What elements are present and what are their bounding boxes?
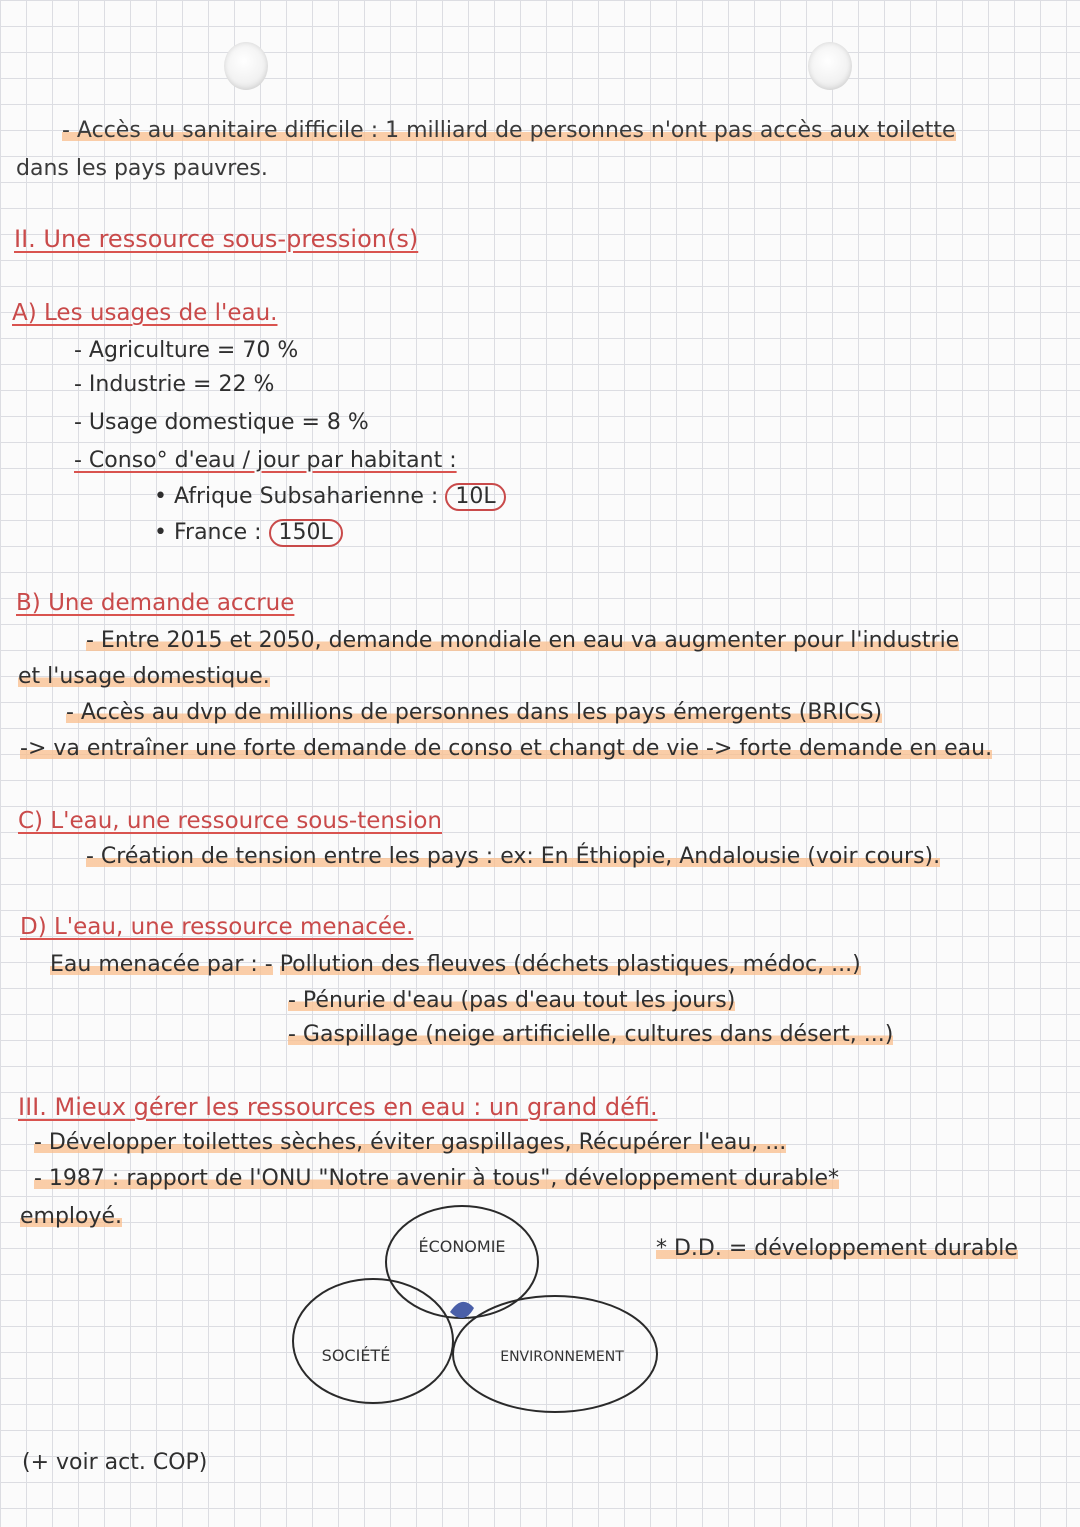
conso-afrique-value: 10L: [445, 483, 505, 511]
conso-afrique: • Afrique Subsaharienne : 10L: [154, 482, 506, 512]
footer-note: (+ voir act. COP): [22, 1450, 208, 1475]
section-2b-line-2: et l'usage domestique.: [18, 664, 270, 689]
section-2d-lead: Eau menacée par : - Pollution des fleuves (déchets plastiques, médoc, ...): [50, 952, 861, 977]
intro-line-1: - Accès au sanitaire difficile : 1 milliard de personnes n'ont pas accès aux toilette: [62, 118, 956, 143]
section-3-line-2: - 1987 : rapport de l'ONU "Notre avenir à tous", développement durable*: [34, 1166, 840, 1191]
section-2b-title: B) Une demande accrue: [16, 590, 295, 616]
usage-industrie: - Industrie = 22 %: [74, 372, 275, 397]
usage-domestique: - Usage domestique = 8 %: [74, 410, 369, 435]
threat-penurie: - Pénurie d'eau (pas d'eau tout les jours): [288, 988, 736, 1013]
venn-circle-societe: [293, 1279, 453, 1403]
section-2b-line-1: - Entre 2015 et 2050, demande mondiale en eau va augmenter pour l'industrie: [86, 628, 960, 653]
venn-diagram: [290, 1198, 670, 1418]
section-2-title: II. Une ressource sous-pression(s): [14, 225, 419, 253]
intro-line-2: dans les pays pauvres.: [16, 156, 268, 181]
section-3-line-1: - Développer toilettes sèches, éviter gaspillages, Récupérer l'eau, ...: [34, 1130, 787, 1155]
conso-title: - Conso° d'eau / jour par habitant :: [74, 448, 457, 473]
punch-hole-left: [224, 42, 268, 90]
section-3-title: III. Mieux gérer les ressources en eau : un grand défi.: [18, 1093, 658, 1121]
section-2d-title: D) L'eau, une ressource menacée.: [20, 914, 414, 940]
section-3-line-3: employé.: [20, 1204, 123, 1229]
punch-hole-right: [808, 42, 852, 90]
section-2b-line-3: - Accès au dvp de millions de personnes dans les pays émergents (BRICS): [66, 700, 883, 725]
venn-label-societe: SOCIÉTÉ: [321, 1346, 391, 1365]
section-2c-title: C) L'eau, une ressource sous-tension: [18, 808, 442, 834]
conso-france: • France : 150L: [154, 518, 343, 548]
venn-intersection: [450, 1302, 474, 1318]
threat-gaspillage: - Gaspillage (neige artificielle, cultures dans désert, ...): [288, 1022, 894, 1047]
usage-agriculture: - Agriculture = 70 %: [74, 338, 299, 363]
section-2b-line-4: -> va entraîner une forte demande de conso et changt de vie -> forte demande en eau.: [20, 736, 993, 761]
section-2a-title: A) Les usages de l'eau.: [12, 300, 278, 326]
venn-label-economie: ÉCONOMIE: [418, 1237, 506, 1256]
venn-label-environnement: ENVIRONNEMENT: [500, 1349, 624, 1365]
section-2c-line-1: - Création de tension entre les pays : ex: En Éthiopie, Andalousie (voir cours).: [86, 844, 941, 869]
conso-france-value: 150L: [269, 519, 343, 547]
footnote-dd: * D.D. = développement durable: [656, 1236, 1018, 1261]
threat-pollution: Pollution des fleuves (déchets plastiques, médoc, ...): [279, 952, 861, 977]
